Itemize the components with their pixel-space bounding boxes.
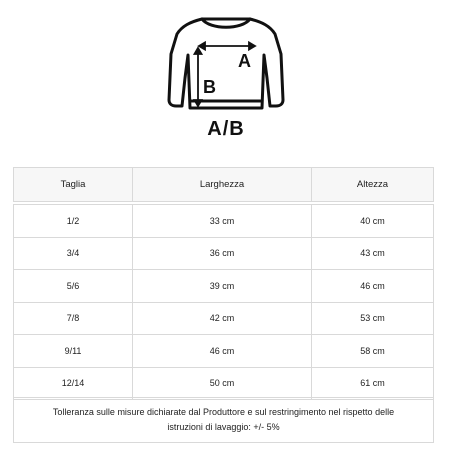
size-cell: 3/4 — [14, 237, 133, 270]
table-row — [14, 205, 434, 238]
sweater-measurement-diagram — [0, 0, 452, 150]
width-cell: 46 cm — [133, 335, 312, 368]
table-header-row — [14, 168, 434, 202]
table-row — [14, 367, 434, 400]
height-cell: 58 cm — [312, 335, 434, 368]
label-a: A — [238, 51, 251, 71]
label-b: B — [203, 77, 216, 97]
width-arrow — [199, 43, 255, 50]
table-row — [14, 270, 434, 303]
table-row — [14, 302, 434, 335]
size-cell: 1/2 — [14, 205, 133, 238]
table-row — [14, 335, 434, 368]
size-cell: 7/8 — [14, 302, 133, 335]
header-size: Taglia — [14, 168, 133, 202]
height-cell: 46 cm — [312, 270, 434, 303]
width-cell: 42 cm — [133, 302, 312, 335]
height-cell: 40 cm — [312, 205, 434, 238]
width-cell: 33 cm — [133, 205, 312, 238]
width-cell: 50 cm — [133, 367, 312, 400]
size-cell: 12/14 — [14, 367, 133, 400]
size-cell: 9/11 — [14, 335, 133, 368]
diagram-caption: A/B — [207, 118, 245, 140]
size-cell: 5/6 — [14, 270, 133, 303]
height-cell: 53 cm — [312, 302, 434, 335]
height-cell: 61 cm — [312, 367, 434, 400]
height-arrow — [195, 48, 202, 106]
table-row — [14, 237, 434, 270]
height-cell: 43 cm — [312, 237, 434, 270]
tolerance-note: Tolleranza sulle misure dichiarate dal Produttore e sul restringimento nel rispetto delle istruzioni di lavaggio: +/- 5% — [13, 397, 434, 443]
size-table — [13, 167, 434, 400]
header-height: Altezza — [312, 168, 434, 202]
width-cell: 39 cm — [133, 270, 312, 303]
header-width: Larghezza — [133, 168, 312, 202]
width-cell: 36 cm — [133, 237, 312, 270]
